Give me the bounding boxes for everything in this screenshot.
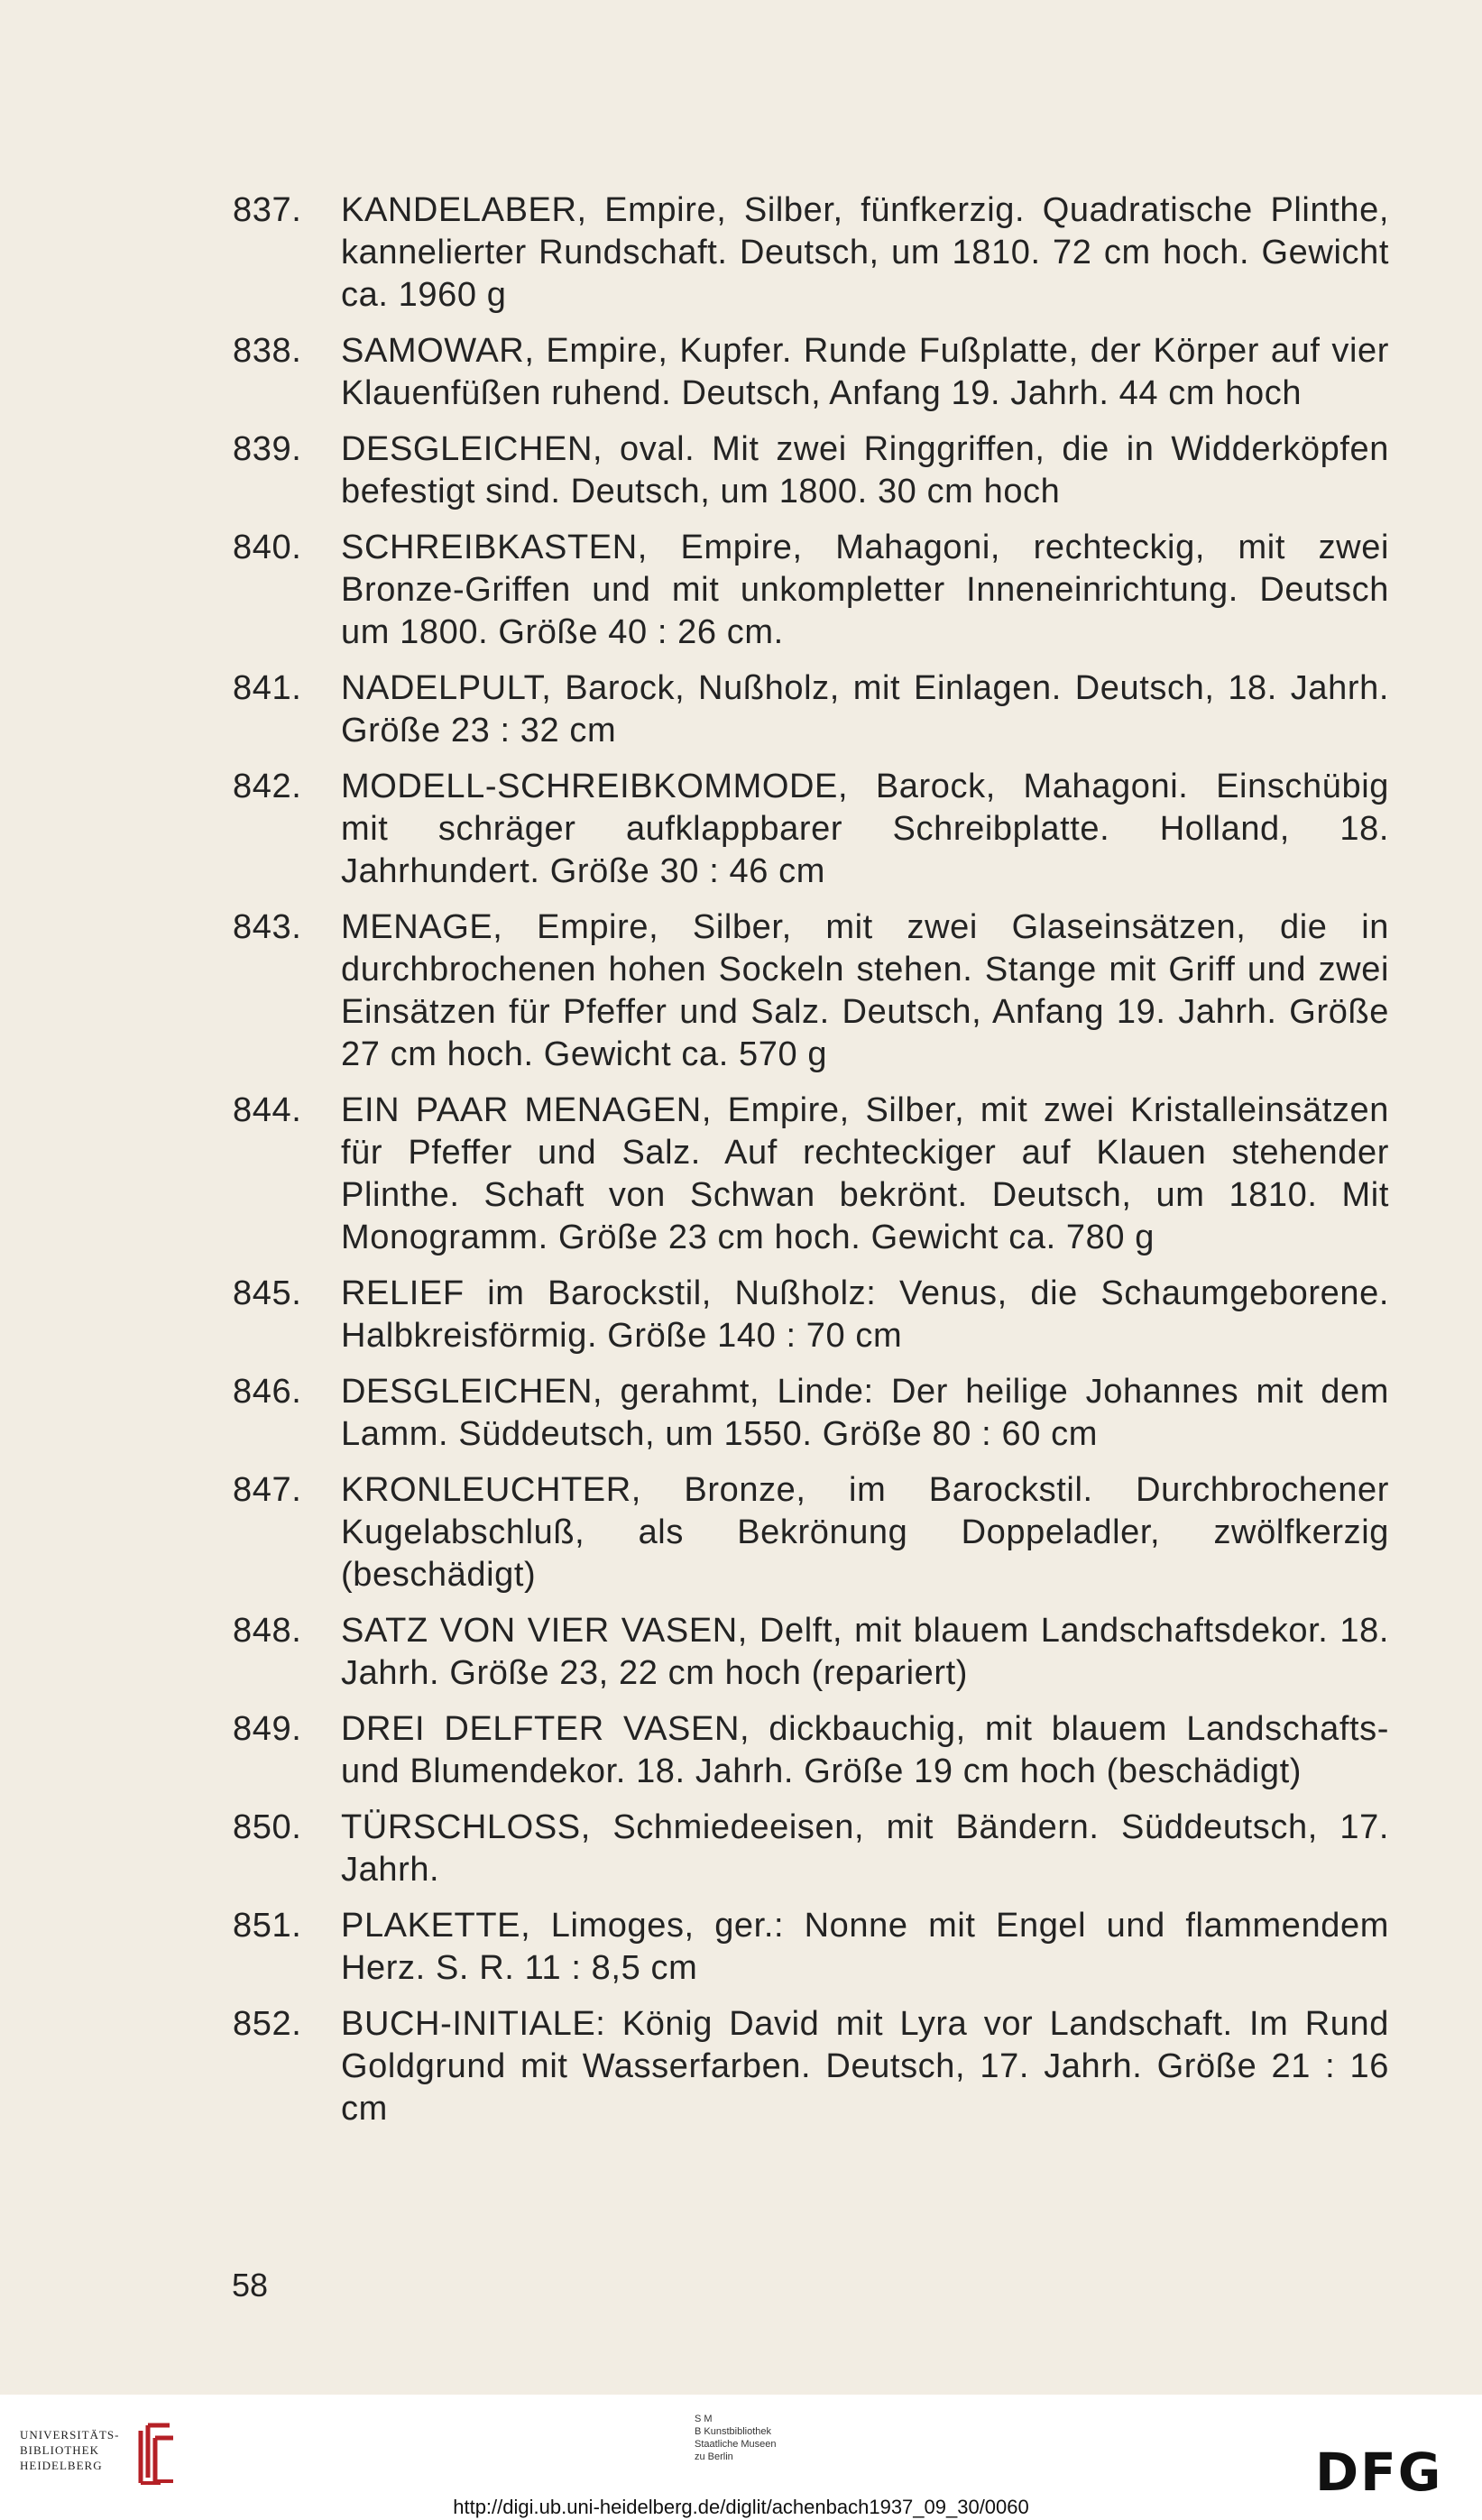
entry-number: 850. — [233, 1808, 302, 1846]
entry-number: 848. — [233, 1612, 302, 1650]
entry-list — [233, 189, 1389, 2144]
catalog-entry — [233, 1905, 1389, 1990]
stamp-line: Staatliche Museen — [695, 2439, 777, 2450]
entry-number: 851. — [233, 1907, 302, 1945]
university-logo-line: BIBLIOTHEK — [20, 2443, 99, 2457]
catalog-entry — [233, 189, 1389, 317]
stamp-line: B Kunstbibliothek — [695, 2426, 771, 2437]
entry-text: KRONLEUCHTER, Bronze, im Barockstil. Durchbrochener Kugelabschluß, als Bekrönung Doppeladler, zwölfkerzig (beschädigt) — [341, 1471, 1389, 1594]
entry-text: SCHREIBKASTEN, Empire, Mahagoni, rechteckig, mit zwei Bronze-Griffen und mit unkompletter Inneneinrichtung. Deutsch um 1800. Größe 40 : 26 cm. — [341, 529, 1389, 651]
entry-number: 842. — [233, 768, 302, 805]
entry-number: 843. — [233, 908, 302, 946]
entry-text: RELIEF im Barockstil, Nußholz: Venus, die Schaumgeborene. Halbkreisförmig. Größe 140 : 70 cm — [341, 1274, 1389, 1355]
entry-number: 840. — [233, 529, 302, 566]
catalog-entry — [233, 906, 1389, 1076]
catalog-entry — [233, 667, 1389, 752]
entry-number: 845. — [233, 1274, 302, 1312]
university-logo-line: HEIDELBERG — [20, 2459, 103, 2472]
entry-number: 847. — [233, 1471, 302, 1509]
entry-text: MENAGE, Empire, Silber, mit zwei Glaseinsätzen, die in durchbrochenen hohen Sockeln stehen. Stange mit Griff und zwei Einsätzen für Pfeffer und Salz. Deutsch, Anfang 19. Jahrh. Größe 27 cm hoch. Gewicht ca. 570 g — [341, 908, 1389, 1073]
entry-number: 846. — [233, 1373, 302, 1411]
source-url[interactable]: http://digi.ub.uni-heidelberg.de/diglit/achenbach1937_09_30/0060 — [453, 2496, 1029, 2518]
kunstbibliothek-stamp — [695, 2413, 777, 2463]
entry-number: 852. — [233, 2005, 302, 2043]
stamp-line: zu Berlin — [695, 2451, 733, 2462]
entry-text: NADELPULT, Barock, Nußholz, mit Einlagen. Deutsch, 18. Jahrh. Größe 23 : 32 cm — [341, 669, 1389, 750]
catalog-entry — [233, 1273, 1389, 1357]
page-number: 58 — [232, 2267, 269, 2304]
university-library-logo[interactable] — [20, 2427, 120, 2473]
entry-number: 841. — [233, 669, 302, 707]
catalog-entry — [233, 1090, 1389, 1259]
entry-number: 838. — [233, 332, 302, 370]
entry-text: DESGLEICHEN, oval. Mit zwei Ringgriffen, die in Widderköpfen befestigt sind. Deutsch, um 1800. 30 cm hoch — [341, 430, 1389, 510]
entry-number: 849. — [233, 1710, 302, 1748]
catalog-entry — [233, 527, 1389, 654]
catalog-entry — [233, 1807, 1389, 1891]
entry-text: MODELL-SCHREIBKOMMODE, Barock, Mahagoni. Einschübig mit schräger aufklappbarer Schreibplatte. Holland, 18. Jahrhundert. Größe 30 : 46 cm — [341, 768, 1389, 890]
entry-number: 839. — [233, 430, 302, 468]
entry-text: BUCH-INITIALE: König David mit Lyra vor Landschaft. Im Rund Goldgrund mit Wasserfarben. Deutsch, 17. Jahrh. Größe 21 : 16 cm — [341, 2005, 1389, 2128]
entry-text: KANDELABER, Empire, Silber, fünfkerzig. Quadratische Plinthe, kannelierter Rundschaft. Deutsch, um 1810. 72 cm hoch. Gewicht ca. 1960 g — [341, 191, 1389, 314]
entry-text: EIN PAAR MENAGEN, Empire, Silber, mit zwei Kristalleinsätzen für Pfeffer und Salz. Auf rechteckiger auf Klauen stehender Plinthe. Schaft von Schwan bekrönt. Deutsch, um 1810. Mit Monogramm. Größe 23 cm hoch. Gewicht ca. 780 g — [341, 1091, 1389, 1256]
catalog-entry — [233, 2003, 1389, 2130]
catalog-entry — [233, 1469, 1389, 1596]
entry-text: TÜRSCHLOSS, Schmiedeeisen, mit Bändern. Süddeutsch, 17. Jahrh. — [341, 1808, 1389, 1889]
dfg-logo[interactable]: DFG — [1315, 2442, 1443, 2503]
university-emblem-icon — [133, 2422, 179, 2485]
entry-text: PLAKETTE, Limoges, ger.: Nonne mit Engel und flammendem Herz. S. R. 11 : 8,5 cm — [341, 1907, 1389, 1987]
catalog-entry — [233, 330, 1389, 415]
catalog-entry — [233, 428, 1389, 513]
entry-text: DESGLEICHEN, gerahmt, Linde: Der heilige Johannes mit dem Lamm. Süddeutsch, um 1550. Größe 80 : 60 cm — [341, 1373, 1389, 1453]
stamp-line: S M — [695, 2414, 713, 2424]
entry-number: 844. — [233, 1091, 302, 1129]
entry-number: 837. — [233, 191, 302, 229]
entry-text: SAMOWAR, Empire, Kupfer. Runde Fußplatte, der Körper auf vier Klauenfüßen ruhend. Deutsch, Anfang 19. Jahrh. 44 cm hoch — [341, 332, 1389, 412]
entry-text: DREI DELFTER VASEN, dickbauchig, mit blauem Landschafts- und Blumendekor. 18. Jahrh. Größe 19 cm hoch (beschädigt) — [341, 1710, 1389, 1790]
university-logo-line: UNIVERSITÄTS- — [20, 2428, 120, 2442]
catalog-entry — [233, 766, 1389, 893]
entry-text: SATZ VON VIER VASEN, Delft, mit blauem Landschaftsdekor. 18. Jahrh. Größe 23, 22 cm hoch (repariert) — [341, 1612, 1389, 1692]
catalog-entry — [233, 1610, 1389, 1695]
digitization-footer — [0, 2395, 1482, 2520]
catalog-entry — [233, 1371, 1389, 1456]
catalog-entry — [233, 1708, 1389, 1793]
